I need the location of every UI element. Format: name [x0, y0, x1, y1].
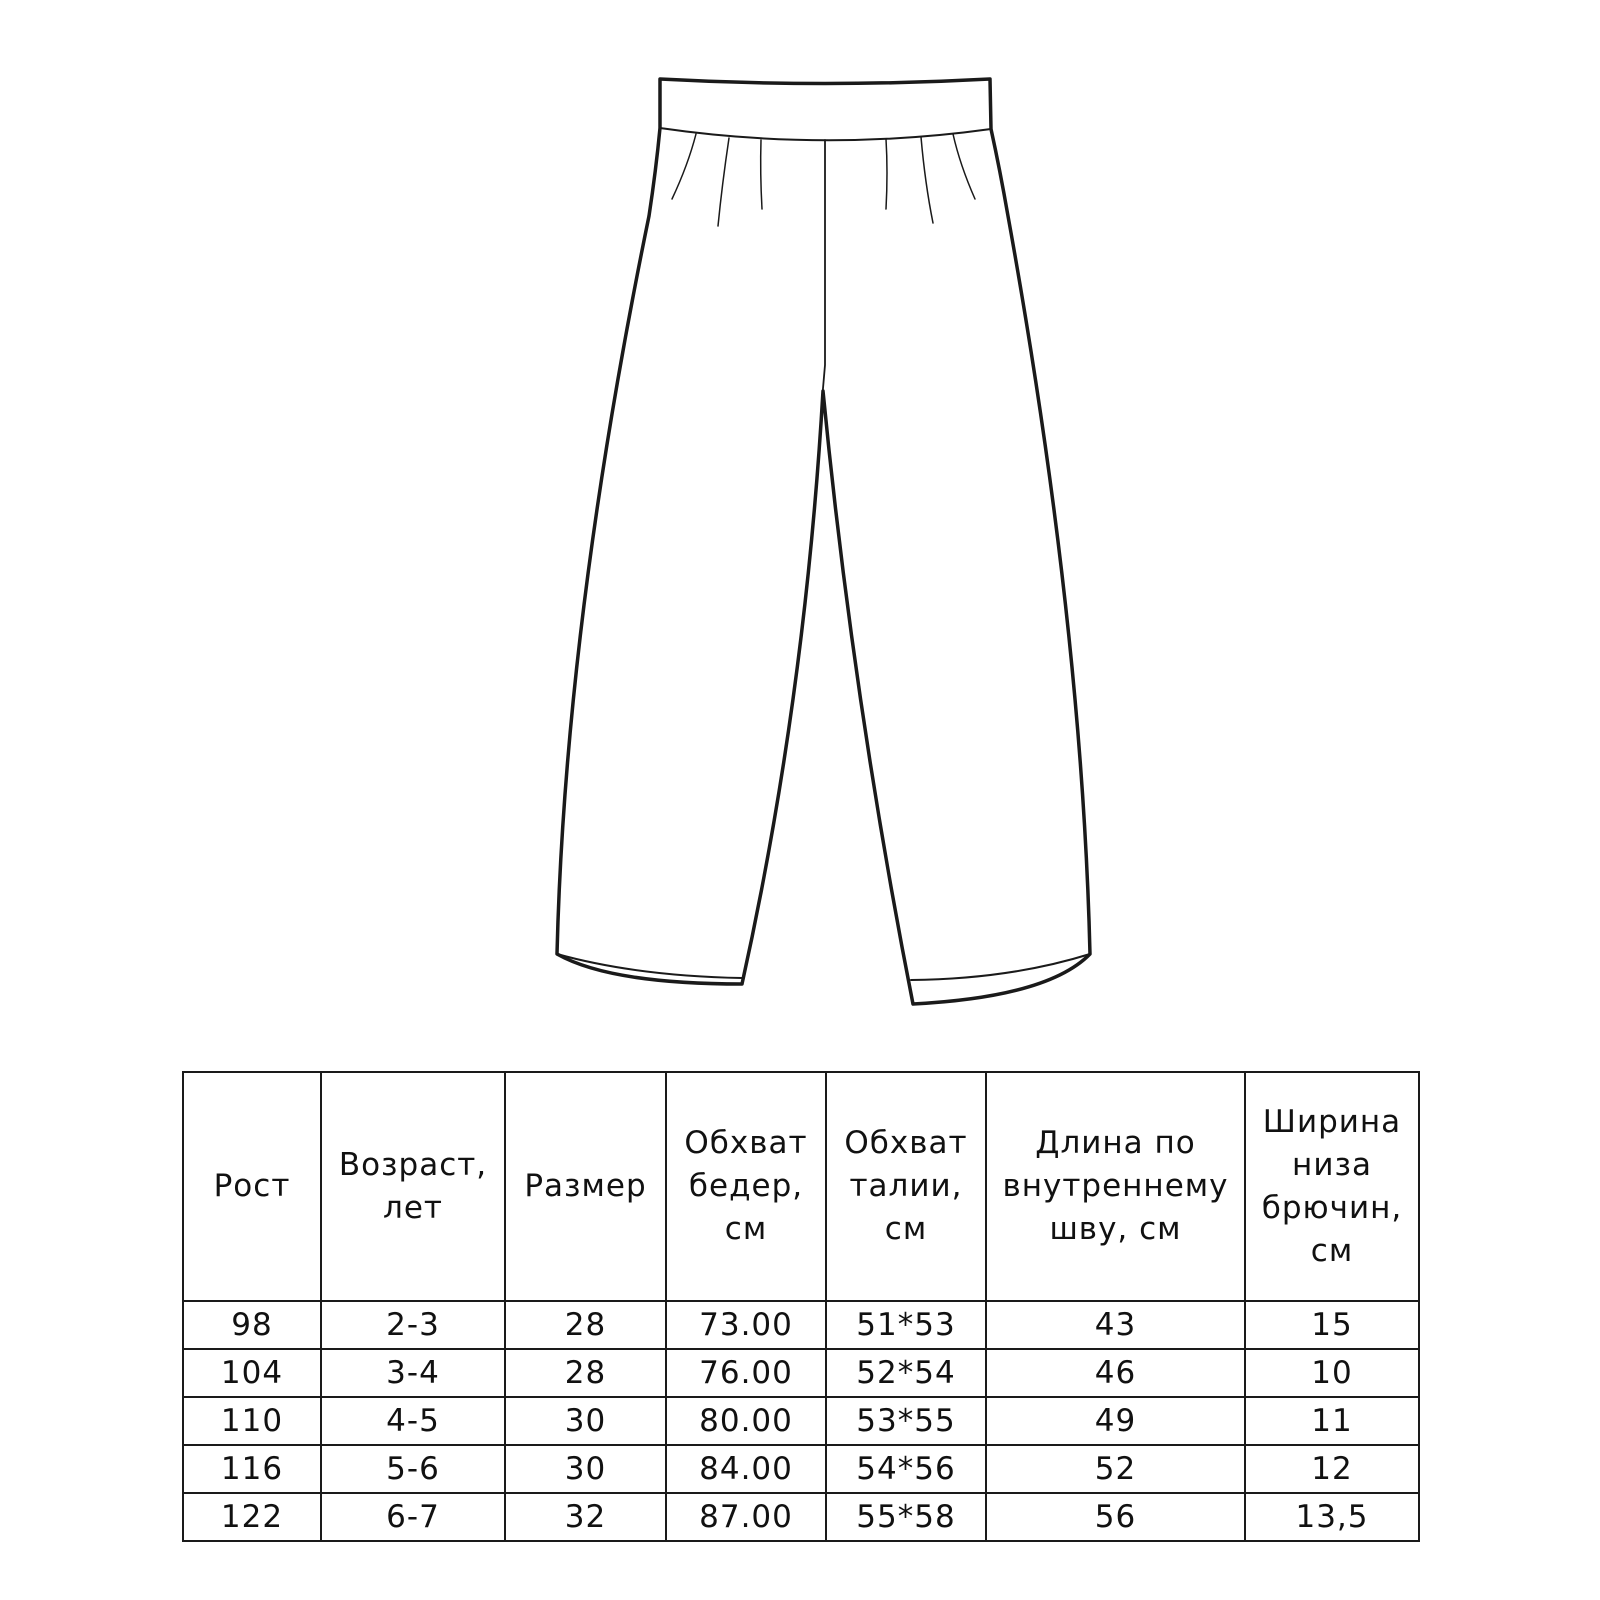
cell-height: 98 [183, 1301, 321, 1349]
cell-hip-girth: 80.00 [666, 1397, 826, 1445]
right-hem [911, 954, 1090, 980]
header-age: Возраст, лет [321, 1072, 505, 1301]
cell-height: 110 [183, 1397, 321, 1445]
cell-hem-width: 11 [1245, 1397, 1419, 1445]
cell-size: 28 [505, 1301, 666, 1349]
header-hem-width: Ширина низа брючин, см [1245, 1072, 1419, 1301]
table-row [183, 1349, 1419, 1397]
cell-hem-width: 13,5 [1245, 1493, 1419, 1541]
header-row [183, 1072, 1419, 1301]
cell-size: 30 [505, 1445, 666, 1493]
header-inseam-length: Длина по внутреннему шву, см [986, 1072, 1245, 1301]
cell-waist-girth: 54*56 [826, 1445, 986, 1493]
cell-size: 30 [505, 1397, 666, 1445]
cell-age: 4-5 [321, 1397, 505, 1445]
cell-hip-girth: 76.00 [666, 1349, 826, 1397]
cell-inseam-length: 56 [986, 1493, 1245, 1541]
cell-waist-girth: 52*54 [826, 1349, 986, 1397]
waistband-seam [660, 128, 991, 140]
cell-hip-girth: 73.00 [666, 1301, 826, 1349]
cell-inseam-length: 49 [986, 1397, 1245, 1445]
cell-age: 5-6 [321, 1445, 505, 1493]
cell-size: 28 [505, 1349, 666, 1397]
cell-height: 122 [183, 1493, 321, 1541]
cell-waist-girth: 53*55 [826, 1397, 986, 1445]
cell-waist-girth: 55*58 [826, 1493, 986, 1541]
header-hip-girth: Обхват бедер, см [666, 1072, 826, 1301]
table-row [183, 1445, 1419, 1493]
cell-waist-girth: 51*53 [826, 1301, 986, 1349]
table-row [183, 1397, 1419, 1445]
cell-inseam-length: 43 [986, 1301, 1245, 1349]
table-row [183, 1493, 1419, 1541]
cell-hip-girth: 87.00 [666, 1493, 826, 1541]
header-size: Размер [505, 1072, 666, 1301]
center-seam [822, 140, 825, 400]
cell-age: 6-7 [321, 1493, 505, 1541]
size-chart-table [182, 1071, 1420, 1542]
cell-inseam-length: 52 [986, 1445, 1245, 1493]
table-row [183, 1301, 1419, 1349]
header-height: Рост [183, 1072, 321, 1301]
cell-inseam-length: 46 [986, 1349, 1245, 1397]
trousers-outline [557, 79, 1090, 1004]
cell-hem-width: 15 [1245, 1301, 1419, 1349]
cell-height: 116 [183, 1445, 321, 1493]
cell-height: 104 [183, 1349, 321, 1397]
cell-hip-girth: 84.00 [666, 1445, 826, 1493]
cell-hem-width: 10 [1245, 1349, 1419, 1397]
cell-age: 2-3 [321, 1301, 505, 1349]
cell-size: 32 [505, 1493, 666, 1541]
header-waist-girth: Обхват талии, см [826, 1072, 986, 1301]
cell-age: 3-4 [321, 1349, 505, 1397]
cell-hem-width: 12 [1245, 1445, 1419, 1493]
